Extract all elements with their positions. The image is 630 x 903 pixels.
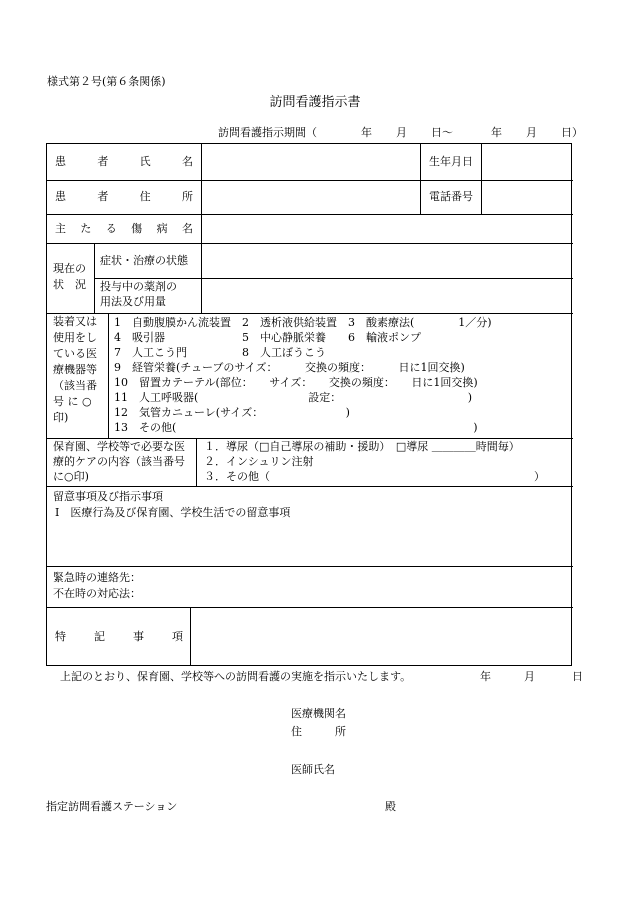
period-month-start: 月 <box>396 126 407 139</box>
nursing-station-label: 指定訪問看護ステーション <box>46 800 178 813</box>
period-label: 訪問看護指示期間（ <box>218 126 317 139</box>
patient-address-label: 患 者 住 所 <box>55 190 193 203</box>
footer-month: 月 <box>524 670 535 683</box>
footer-day: 日 <box>572 670 583 683</box>
notes-item-1: Ⅰ 医療行為及び保育園、学校生活での留意事項 <box>55 506 291 519</box>
patient-name-label: 患 者 氏 名 <box>55 155 193 168</box>
period-day-end: 日） <box>561 126 583 139</box>
period-month-end: 月 <box>526 126 537 139</box>
period-day-start: 日〜 <box>431 126 453 139</box>
device-item: 4 吸引器 5 中心静脈栄養 6 輸液ポンプ <box>114 331 421 344</box>
device-item: 11 人工呼吸器( 設定： ) <box>114 391 473 404</box>
footer-year: 年 <box>480 670 491 683</box>
care-item: ３．その他（ ） <box>204 470 545 483</box>
device-item: 12 気管カニューレ(サイズ： ) <box>114 406 350 419</box>
device-item: 13 その他( ) <box>114 421 478 434</box>
document-title: 訪問看護指示書 <box>269 95 361 110</box>
current-status-label-line2: 状 況 <box>53 278 86 291</box>
device-item: 1 自動腹膜かん流装置 2 透析液供給装置 3 酸素療法( 1／分) <box>114 316 492 329</box>
device-item: 7 人工こう門 8 人工ぼうこう <box>114 346 326 359</box>
period-year-start: 年 <box>361 126 372 139</box>
instruction-statement: 上記のとおり、保育園、学校等への訪問看護の実施を指示いたします。 <box>60 670 412 683</box>
device-item: 9 経管栄養(チューブのサイズ： 交換の頻度： 日に1回交換) <box>114 361 465 374</box>
phone-number-label: 電話番号 <box>429 190 473 203</box>
medical-institution-label: 医療機関名 <box>291 707 346 720</box>
medication-label-line1: 投与中の薬剤の <box>100 280 177 293</box>
birth-date-label: 生年月日 <box>429 155 473 168</box>
notes-heading: 留意事項及び指示事項 <box>53 490 163 503</box>
doctor-name-label: 医師氏名 <box>291 763 335 776</box>
care-item: １．導尿（□自己導尿の補助・援助） □導尿 ＿＿＿＿時間毎） <box>204 440 520 453</box>
form-code: 様式第２号(第６条関係) <box>47 75 166 88</box>
care-item: ２．インシュリン注射 <box>204 455 314 468</box>
emergency-contact-label: 緊急時の連絡先： <box>53 571 141 584</box>
device-item: 10 留置カテーテル(部位： サイズ： 交換の頻度： 日に1回交換) <box>114 376 478 389</box>
instruction-form-table: 患 者 氏 名 生年月日 患 者 住 所 電話番号 主 た る 傷 病 名 現在の 状 況 症状・治療の状態 投与中の薬剤の 用法及び用量 装着又は 使用をし ている医 療機器等 （該当番 号 に ○ 印) 1 自動腹膜かん流装置 2 透析液供給装置 3 酸素療法( 1／分) 4 吸引器 5 中心静脈栄養 6 輸液ポンプ 7 人工こう門 8 人工ぼうこう 9 経管栄養(チューブのサイズ： 交換の頻度： 日に1回交換) 10 留置カテーテル(部位： サイズ： 交換の頻度： 日に1回交換) 11 人工呼吸器( 設定： ) 12 気管カニューレ(サイズ： ) 13 その他( ) 保育園、学校等で必要な医 療的ケアの内容（該当番号 に○印) １．導尿（□自己導尿の補助・援助） □導尿 ＿＿＿＿時間毎） ２．インシュリン注射 ３．その他（ ） 留意事項及び指示事項 Ⅰ 医療行為及び保育園、学校生活での留意事項 緊急時の連絡先： 不在時の対応法： 特 記 事 項 <box>46 143 572 666</box>
symptoms-label: 症状・治療の状態 <box>100 254 188 267</box>
absence-response-label: 不在時の対応法： <box>53 587 141 600</box>
current-status-label-line1: 現在の <box>53 262 86 275</box>
special-remarks-label: 特 記 事 項 <box>55 630 183 643</box>
period-year-end: 年 <box>491 126 502 139</box>
medication-label-line2: 用法及び用量 <box>100 295 166 308</box>
main-disease-label: 主 た る 傷 病 名 <box>55 222 193 235</box>
institution-address-label: 住 所 <box>291 725 346 738</box>
honorific-dono: 殿 <box>385 800 396 813</box>
